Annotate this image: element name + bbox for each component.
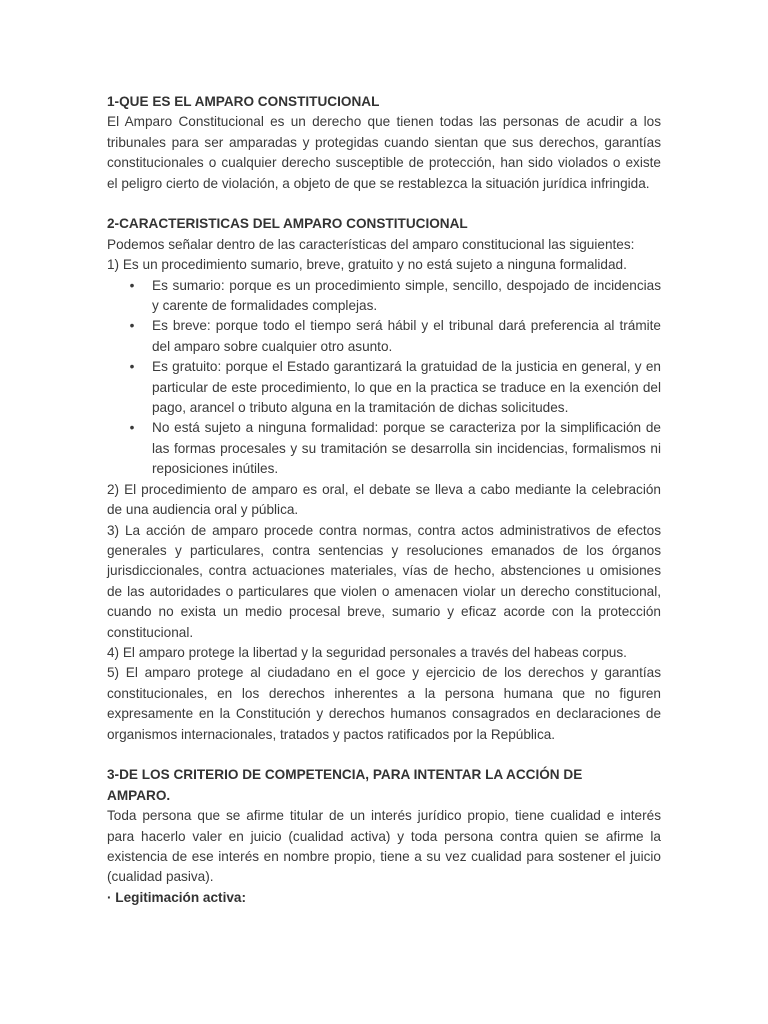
bullet-icon: • (129, 277, 135, 293)
section-3-paragraph: Toda persona que se afirme titular de un interés jurídico propio, tiene cualidad e interés para hacerlo valer en juicio (cualidad activa) y toda persona contra quien se afirme la existencia de ese interés en nombre propio, tiene a su vez cualidad para sostener el juicio (cualidad pasiva). (107, 808, 661, 885)
section-2-item-3: 3) La acción de amparo procede contra normas, contra actos administrativos de efectos generales y particulares, contra sentencias y resoluciones emanados de los órganos jurisdiccionales, contra actuaciones materiales, vías de hecho, abstenciones u omisiones de las autoridades o particulares que violen o amenacen violar un derecho constitucional, cuando no exista un medio procesal breve, sumario y eficaz acorde con la protección constitucional. (107, 522, 661, 640)
document-body (107, 92, 661, 908)
characteristics-list (107, 276, 661, 480)
bullet-icon: • (129, 420, 135, 436)
bullet-icon: • (129, 318, 135, 334)
bullet-icon: • (129, 359, 135, 375)
list-item-text: Es sumario: porque es un procedimiento simple, sencillo, despojado de incidencias y carente de formalidades complejas. (152, 277, 661, 314)
section-3-subheading: · Legitimación activa: (107, 889, 246, 905)
section-2-item-2: 2) El procedimiento de amparo es oral, el debate se lleva a cabo mediante la celebración de una audiencia oral y pública. (107, 481, 661, 518)
list-item (107, 357, 661, 418)
section-3-heading-line-2: AMPARO. (107, 787, 171, 803)
spacer (107, 745, 661, 765)
list-item-text: No está sujeto a ninguna formalidad: porque se caracteriza por la simplificación de las formas procesales y su tramitación se desarrolla sin incidencias, formalismos ni reposiciones inútiles. (152, 420, 661, 477)
section-1-paragraph: El Amparo Constitucional es un derecho que tienen todas las personas de acudir a los tribunales para ser amparadas y protegidas cuando sientan que sus derechos, garantías constitucionales o cualquier derecho susceptible de protección, han sido violados o existe el peligro cierto de violación, a objeto de que se restablezca la situación jurídica infringida. (107, 114, 661, 191)
list-item-text: Es gratuito: porque el Estado garantizará la gratuidad de la justicia en general, y en particular de este procedimiento, lo que en la practica se traduce en la exención del pago, arancel o tributo alguna en la tramitación de dichas solicitudes. (152, 359, 661, 416)
section-2-item-1: 1) Es un procedimiento sumario, breve, gratuito y no está sujeto a ninguna formalidad. (107, 257, 627, 273)
list-item-text: Es breve: porque todo el tiempo será hábil y el tribunal dará preferencia al trámite del amparo sobre cualquier otro asunto. (152, 318, 661, 354)
spacer (107, 194, 661, 214)
section-1-heading: 1-QUE ES EL AMPARO CONSTITUCIONAL (107, 94, 380, 109)
section-2-item-5: 5) El amparo protege al ciudadano en el goce y ejercicio de los derechos y garantías constitucionales, en los derechos inherentes a la persona humana que no figuren expresamente en la Constitución y derechos humanos consagrados en declaraciones de organismos internacionales, tratados y pactos ratificados por la República. (107, 665, 661, 742)
list-item (107, 316, 661, 357)
list-item (107, 418, 661, 479)
list-item (107, 276, 661, 317)
section-2-heading: 2-CARACTERISTICAS DEL AMPARO CONSTITUCIONAL (107, 216, 468, 232)
section-2-item-4: 4) El amparo protege la libertad y la seguridad personales a través del habeas corpus. (107, 644, 627, 660)
section-2-intro: Podemos señalar dentro de las características del amparo constitucional las siguientes: (107, 236, 635, 252)
section-3-heading-line-1: 3-DE LOS CRITERIO DE COMPETENCIA, PARA INTENTAR LA ACCIÓN DE (107, 767, 583, 783)
